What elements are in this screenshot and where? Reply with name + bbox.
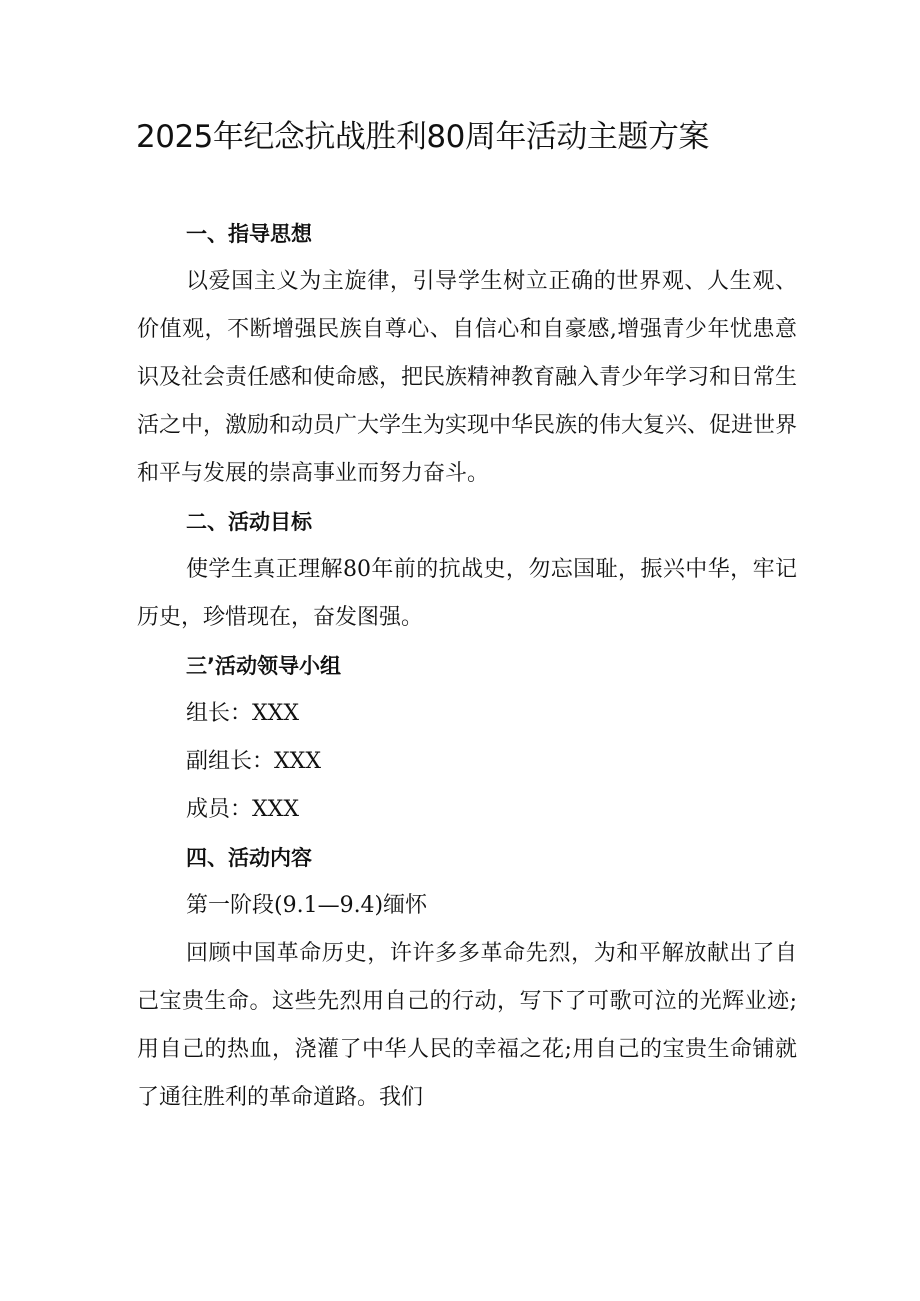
document-title: 2025年纪念抗战胜利80周年活动主题方案: [136, 119, 709, 155]
paragraph-activity-content: 回顾中国革命历史，许许多多革命先烈，为和平解放献出了自己宝贵生命。这些先烈用自己的行动，写下了可歌可泣的光辉业迹;用自己的热血，浇灌了中华人民的幸福之花;用自己的宝贵生命铺就了通往胜利的革命道路。我们: [137, 941, 797, 1110]
stage-one-line: 第一阶段(9.1—9.4)缅怀: [186, 893, 428, 918]
section-heading-activity-goals: 二、活动目标: [186, 510, 312, 534]
paragraph-activity-goals: 使学生真正理解80年前的抗战史，勿忘国耻，振兴中华，牢记历史，珍惜现在，奋发图强。: [137, 557, 797, 630]
section-heading-guiding-ideology: 一、指导思想: [186, 222, 312, 246]
section-heading-activity-content: 四、活动内容: [186, 846, 312, 870]
leader-line: 组长：XXX: [186, 701, 299, 726]
members-line: 成员：XXX: [186, 797, 299, 822]
section-heading-leadership-group: 三’活动领导小组: [186, 654, 341, 678]
deputy-leader-line: 副组长：XXX: [186, 749, 321, 774]
document-body: [137, 210, 797, 1122]
paragraph-guiding-ideology: 以爱国主义为主旋律，引导学生树立正确的世界观、人生观、价值观，不断增强民族自尊心、自信心和自豪感,增强青少年忧患意识及社会责任感和使命感，把民族精神教育融入青少年学习和日常生活之中，激励和动员广大学生为实现中华民族的伟大复兴、促进世界和平与发展的崇高事业而努力奋斗。: [137, 269, 798, 486]
